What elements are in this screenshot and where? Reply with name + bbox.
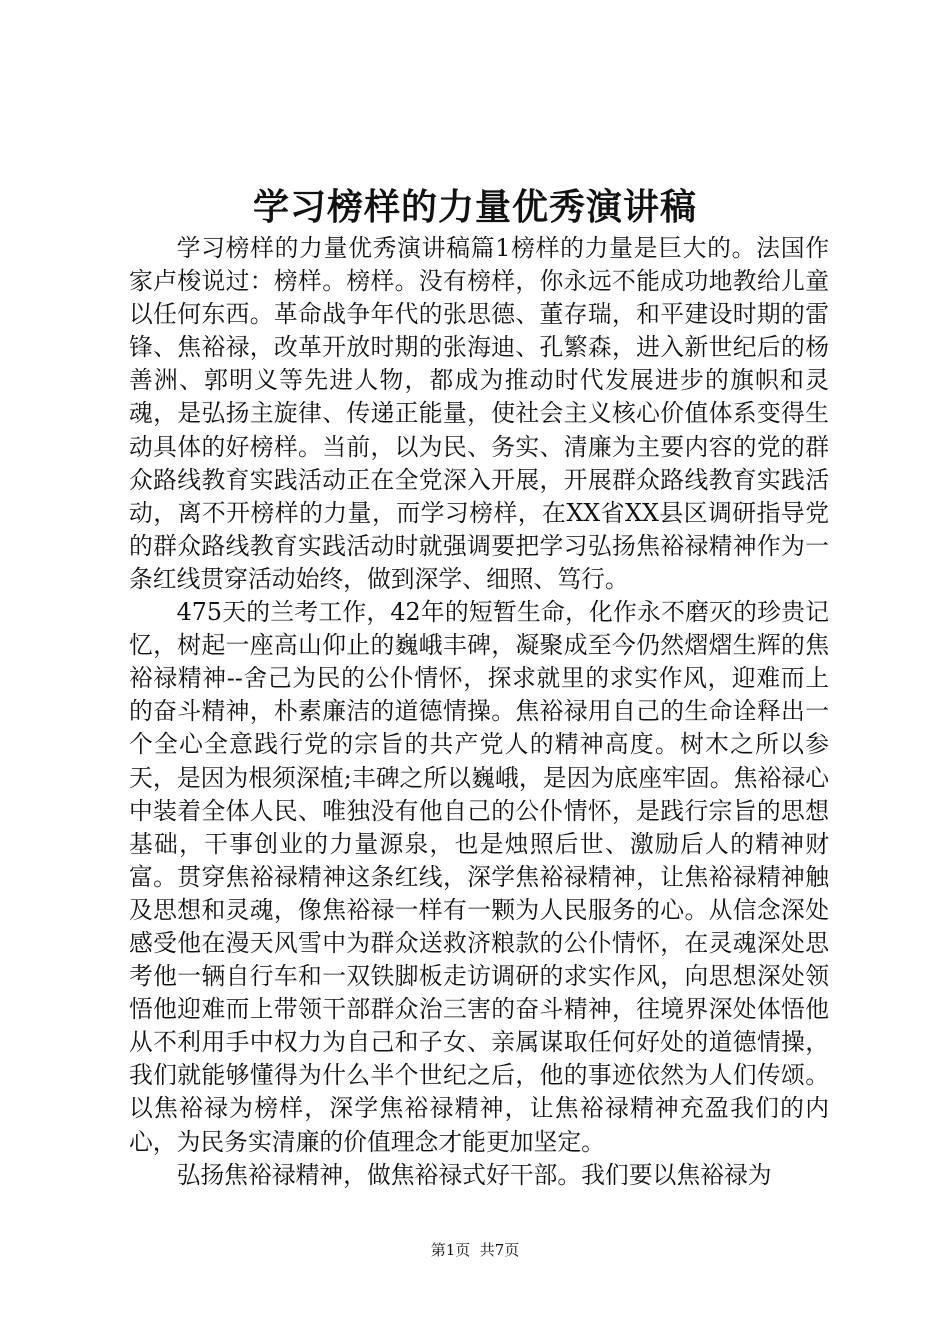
document-title: 学习榜样的力量优秀演讲稿 <box>252 187 697 228</box>
page-footer <box>0 1239 950 1261</box>
paragraph-2: 475天的兰考工作，42年的短暂生命，化作永不磨灭的珍贵记忆，树起一座高山仰止的巍峨丰碑，凝聚成至今仍然熠熠生辉的焦裕禄精神--舍己为民的公仆情怀，探求就里的求实作风，迎难而上的奋斗精神，朴素廉洁的道德情操。焦裕禄用自己的生命诠释出一个全心全意践行党的宗旨的共产党人的精神高度。树木之所以参天，是因为根须深植;丰碑之所以巍峨，是因为底座牢固。焦裕禄心中装着全体人民、唯独没有他自己的公仆情怀，是践行宗旨的思想基础，干事创业的力量源泉，也是烛照后世、激励后人的精神财富。贯穿焦裕禄精神这条红线，深学焦裕禄精神，让焦裕禄精神触及思想和灵魂，像焦裕禄一样有一颗为人民服务的心。从信念深处感受他在漫天风雪中为群众送救济粮款的公仆情怀，在灵魂深处思考他一辆自行车和一双铁脚板走访调研的求实作风，向思想深处领悟他迎难而上带领干部群众治三害的奋斗精神，往境界深处体悟他从不利用手中权力为自己和子女、亲属谋取任何好处的道德情操，我们就能够懂得为什么半个世纪之后，他的事迹依然为人们传颂。以焦裕禄为榜样，深学焦裕禄精神，让焦裕禄精神充盈我们的内心，为民务实清廉的价值理念才能更加坚定。 <box>129 598 829 1156</box>
paragraph-1: 学习榜样的力量优秀演讲稿篇1榜样的力量是巨大的。法国作家卢梭说过：榜样。榜样。没有榜样，你永远不能成功地教给儿童以任何东西。革命战争年代的张思德、董存瑞，和平建设时期的雷锋、焦裕禄，改革开放时期的张海迪、孔繁森，进入新世纪后的杨善洲、郭明义等先进人物，都成为推动时代发展进步的旗帜和灵魂，是弘扬主旋律、传递正能量，使社会主义核心价值体系变得生动具体的好榜样。当前，以为民、务实、清廉为主要内容的党的群众路线教育实践活动正在全党深入开展，开展群众路线教育实践活动，离不开榜样的力量，而学习榜样，在XX省XX县区调研指导党的群众路线教育实践活动时就强调要把学习弘扬焦裕禄精神作为一条红线贯穿活动始终，做到深学、细照、笃行。 <box>129 234 829 593</box>
document-body <box>129 232 829 1192</box>
paragraph-3: 弘扬焦裕禄精神，做焦裕禄式好干部。我们要以焦裕禄为 <box>176 1160 772 1189</box>
page-number-label: 第1页 共7页 <box>430 1241 520 1259</box>
